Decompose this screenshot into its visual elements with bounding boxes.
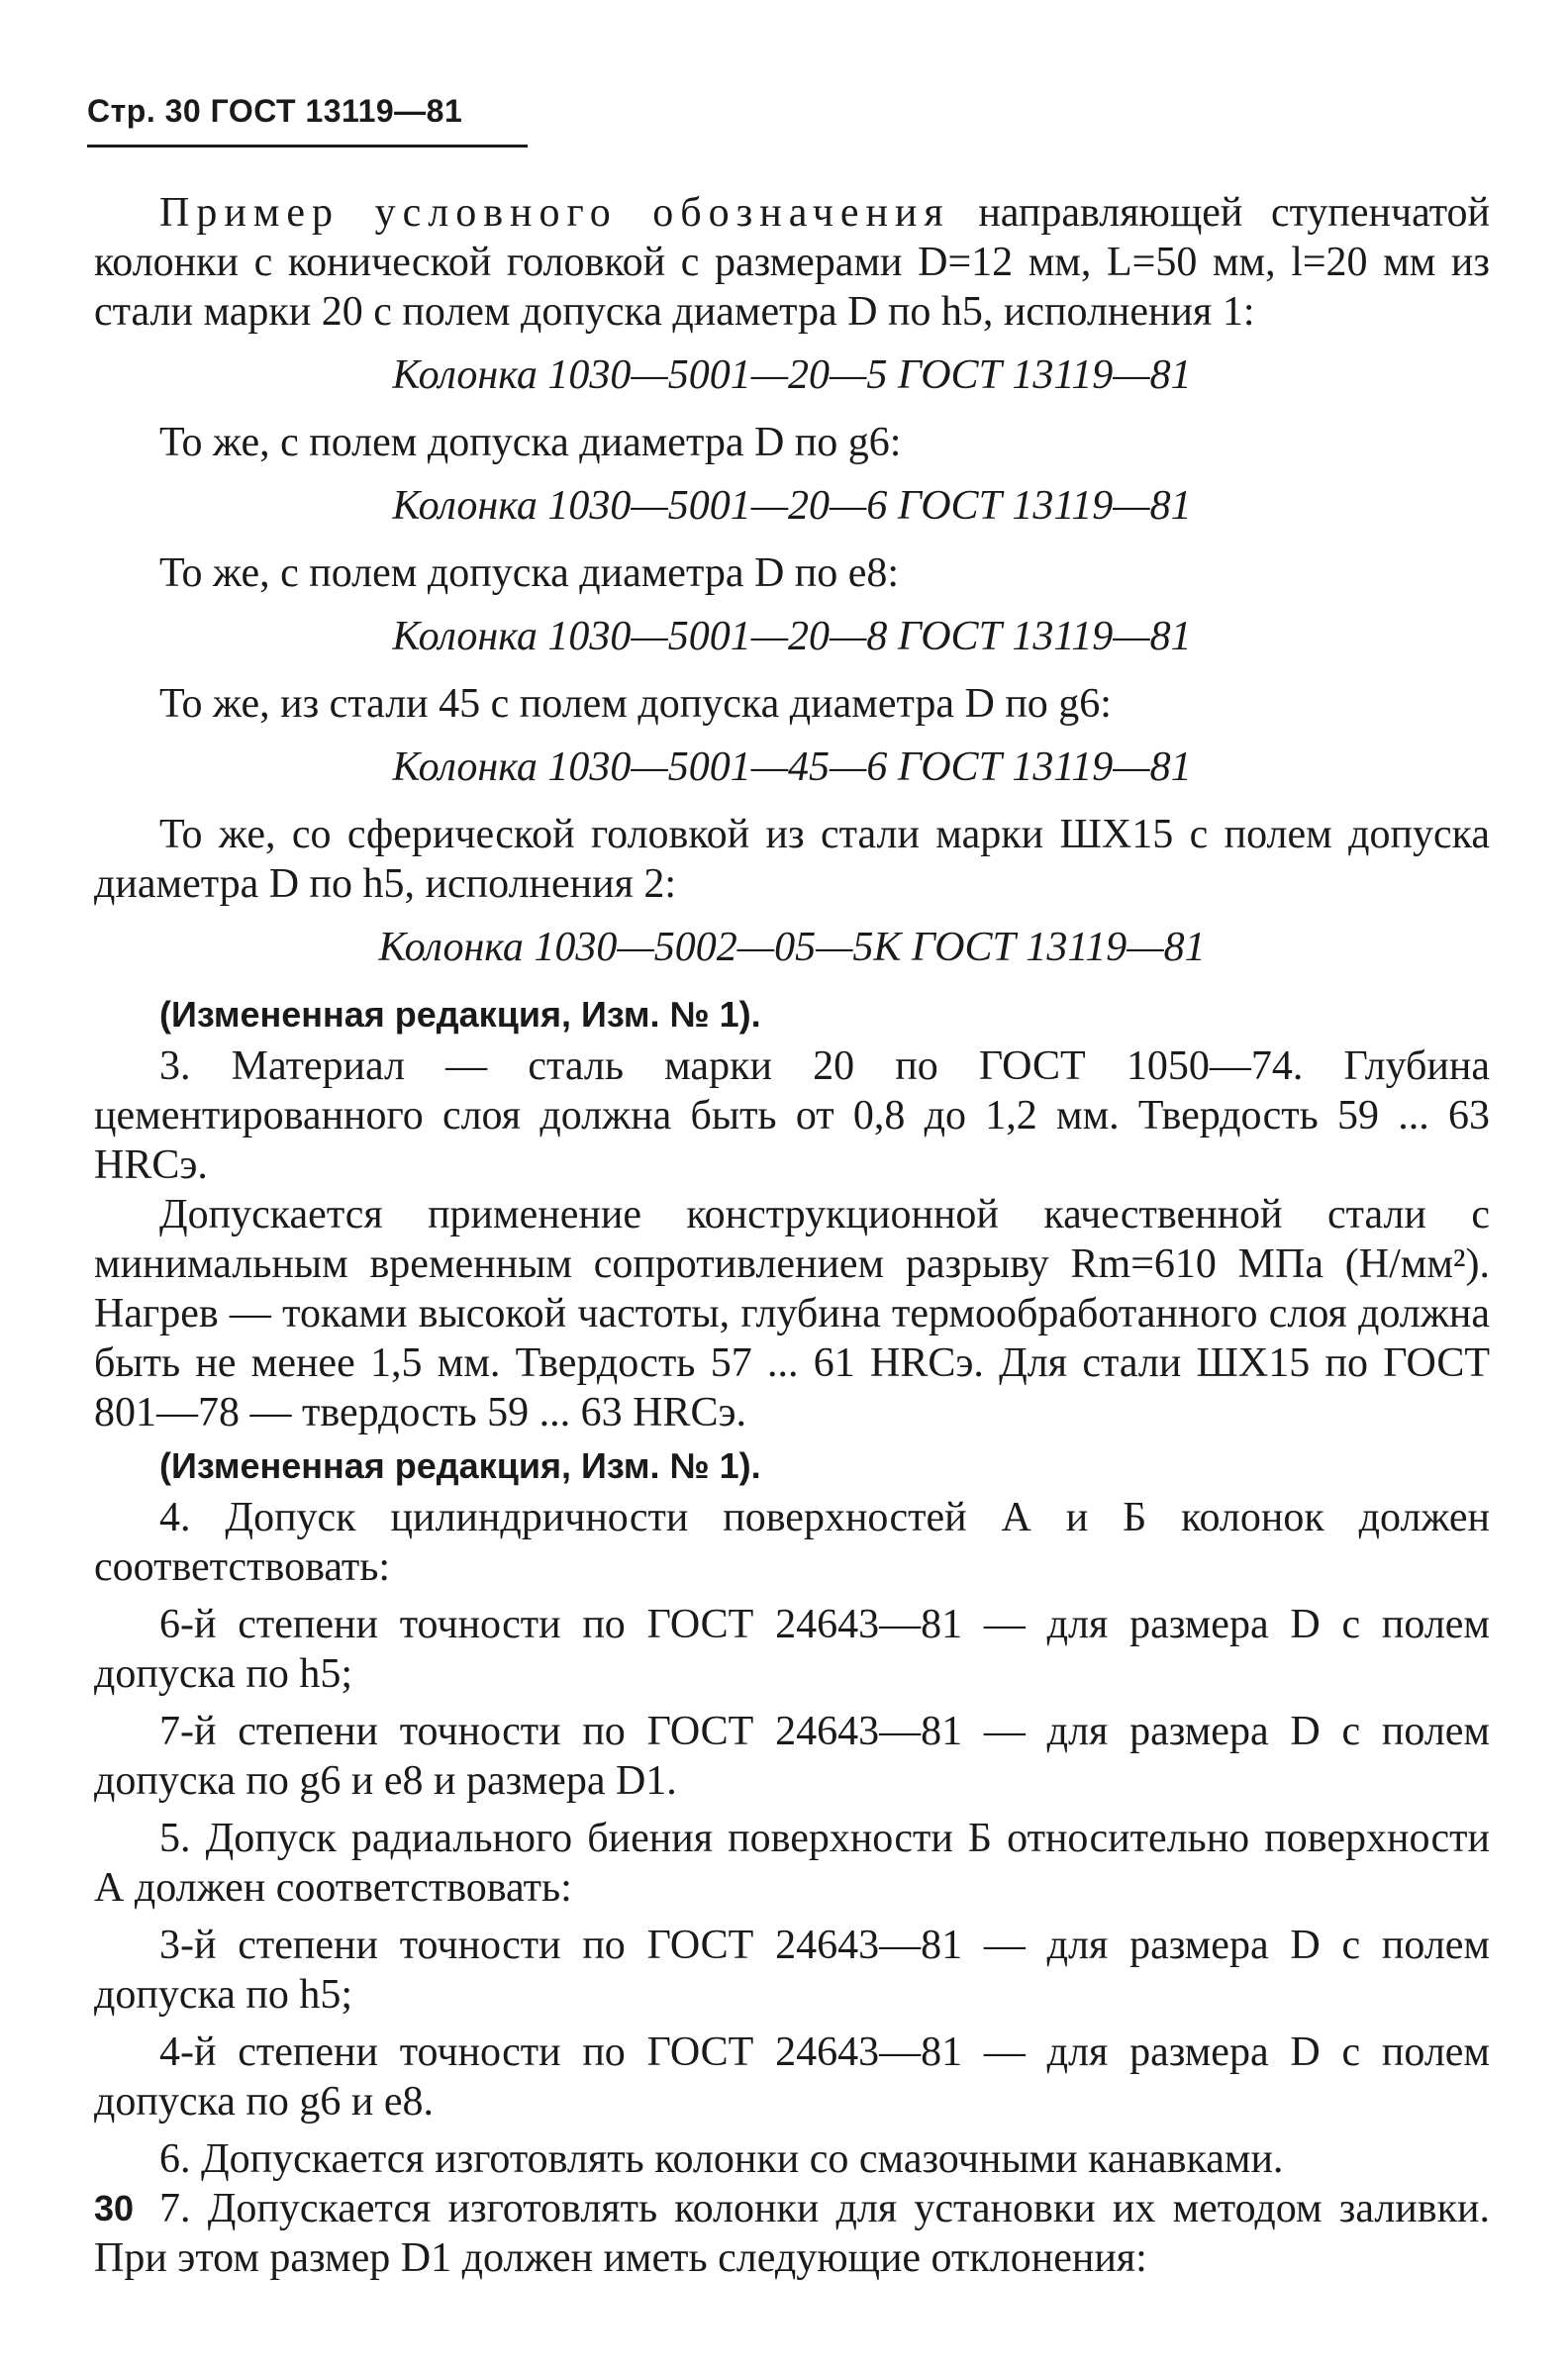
page-body: [94, 188, 1490, 2283]
example-text-3: То же, из стали 45 с полем допуска диаметра D по g6:: [159, 681, 1112, 727]
intro-rest: направляющей ступенчатой колонки с конической головкой с размерами D=12 мм, L=50 мм, l=20 мм из стали марки 20 с полем допуска диаметра D по h5, исполнения 1:: [94, 190, 1490, 335]
example-text-2: То же, с полем допуска диаметра D по e8:: [159, 550, 900, 596]
paragraph-7: 7. Допускается изготовлять колонки для установки их методом заливки. При этом размер D1 должен иметь следующие отклонения:: [94, 2186, 1490, 2281]
intro-lead: Пример условного обозначения: [159, 190, 950, 236]
designation-2: Колонка 1030—5001—20—6 ГОСТ 13119—81: [392, 483, 1192, 529]
intro-paragraph: [94, 188, 1490, 337]
page-number: 30: [94, 2188, 135, 2228]
paragraph-3: 3. Материал — сталь марки 20 по ГОСТ 1050—74. Глубина цементированного слоя должна быть от 0,8 до 1,2 мм. Твердость 59 ... 63 HRCэ.: [94, 1043, 1490, 1188]
paragraph-6: 6. Допускается изготовлять колонки со смазочными канавками.: [159, 2136, 1284, 2182]
designation-4: Колонка 1030—5001—45—6 ГОСТ 13119—81: [392, 744, 1192, 790]
header-rule: [87, 145, 528, 148]
paragraph-5-item-1: 3-й степени точности по ГОСТ 24643—81 — для размера D с полем допуска по h5;: [94, 1923, 1490, 2018]
example-text-1: То же, с полем допуска диаметра D по g6:: [159, 420, 902, 465]
paragraph-5-item-2: 4-й степени точности по ГОСТ 24643—81 — для размера D с полем допуска по g6 и e8.: [94, 2029, 1490, 2125]
paragraph-4: 4. Допуск цилиндричности поверхностей А и Б колонок должен соответствовать:: [94, 1495, 1490, 1590]
page-header: Стр. 30 ГОСТ 13119—81: [87, 93, 463, 129]
revision-note-1: (Измененная редакция, Изм. № 1).: [159, 994, 761, 1035]
paragraph-5: 5. Допуск радиального биения поверхности Б относительно поверхности А должен соответствовать:: [94, 1816, 1490, 1911]
revision-note-2: (Измененная редакция, Изм. № 1).: [159, 1445, 761, 1486]
designation-3: Колонка 1030—5001—20—8 ГОСТ 13119—81: [392, 614, 1192, 659]
paragraph-4-item-2: 7-й степени точности по ГОСТ 24643—81 — для размера D с полем допуска по g6 и e8 и размера D1.: [94, 1709, 1490, 1804]
designation-1: Колонка 1030—5001—20—5 ГОСТ 13119—81: [392, 352, 1192, 398]
designation-5: Колонка 1030—5002—05—5К ГОСТ 13119—81: [378, 925, 1206, 970]
paragraph-4-item-1: 6-й степени точности по ГОСТ 24643—81 — для размера D с полем допуска по h5;: [94, 1602, 1490, 1697]
paragraph-3-allowed: Допускается применение конструкционной качественной стали с минимальным временным сопротивлением разрыву Rm=610 МПа (Н/мм²). Нагрев — токами высокой частоты, глубина термообработанного слоя должна быть не менее 1,5 мм. Твердость 57 ... 61 HRCэ. Для стали ШХ15 по ГОСТ 801—78 — твердость 59 ... 63 HRCэ.: [94, 1192, 1490, 1435]
example-text-4: То же, со сферической головкой из стали марки ШХ15 с полем допуска диаметра D по h5, исполнения 2:: [94, 812, 1490, 907]
